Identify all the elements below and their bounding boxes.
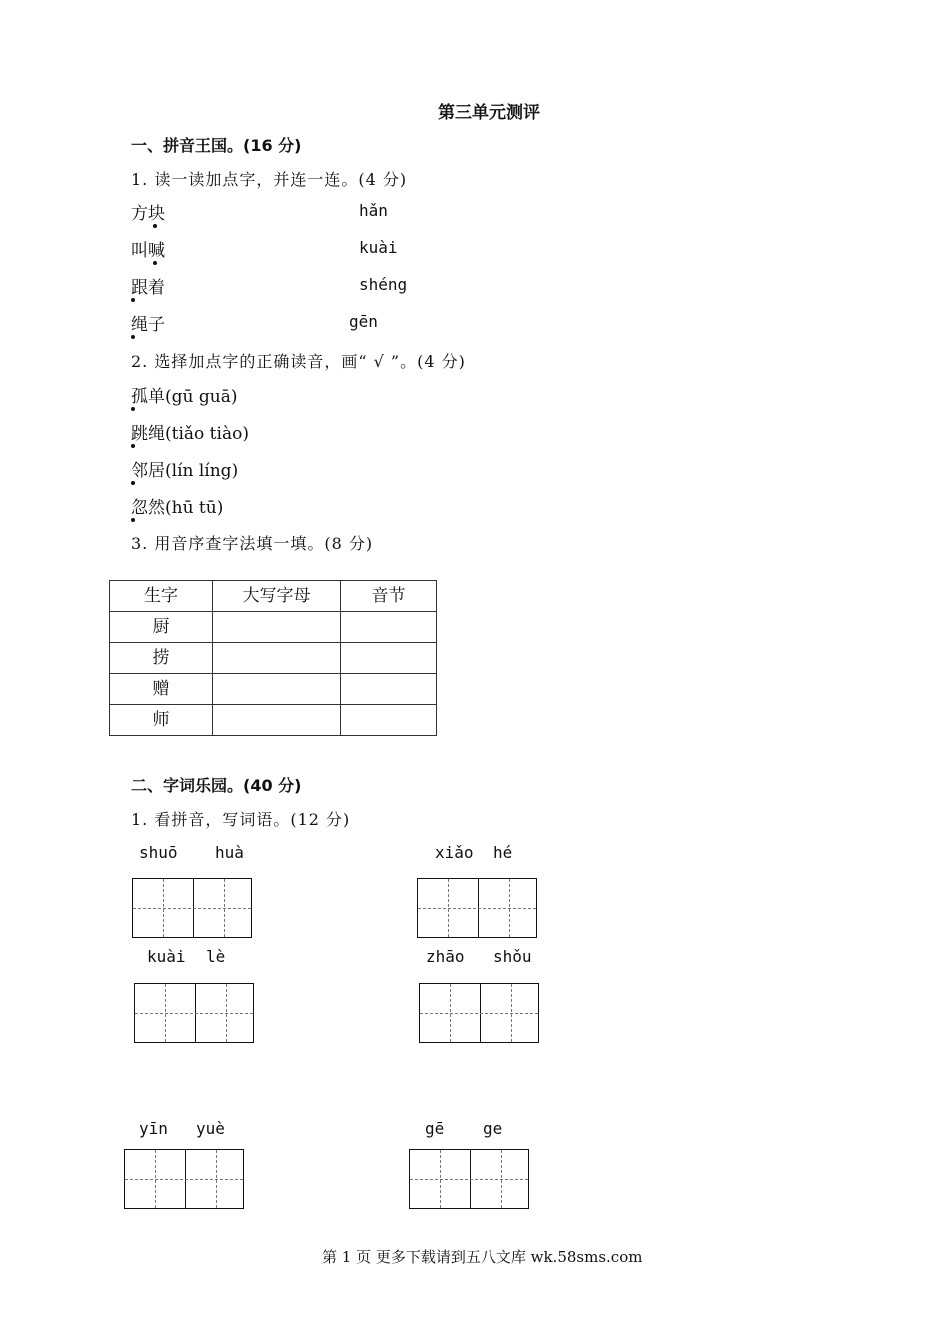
word-pinyin: gē xyxy=(425,1119,445,1138)
emphasis-dot xyxy=(131,335,135,339)
word-pinyin: huà xyxy=(215,843,244,862)
match-word: 跟着 xyxy=(131,278,165,298)
choice-item: 孤单(gū guā) xyxy=(131,387,238,407)
table-header-cell: 生字 xyxy=(110,581,213,612)
table-cell-blank[interactable] xyxy=(341,612,437,643)
emphasis-dot xyxy=(131,444,135,448)
emphasis-dot xyxy=(153,224,157,228)
q3-prompt: 3. 用音序查字法填一填。(8 分) xyxy=(131,534,374,553)
table-cell-blank[interactable] xyxy=(213,612,341,643)
table-cell-blank[interactable] xyxy=(213,674,341,705)
match-word: 方块 xyxy=(131,204,165,224)
choice-item: 邻居(lín líng) xyxy=(131,461,239,481)
table-row xyxy=(110,643,437,674)
table-cell-blank[interactable] xyxy=(213,705,341,736)
table-row xyxy=(110,705,437,736)
word-pinyin: zhāo xyxy=(426,947,465,966)
table-cell-blank[interactable] xyxy=(341,705,437,736)
writing-grid[interactable] xyxy=(417,878,537,938)
section1-heading: 一、拼音王国。(16 分) xyxy=(131,136,302,155)
word-pinyin: lè xyxy=(206,947,226,966)
word-pinyin: shuō xyxy=(139,843,178,862)
table-cell-blank[interactable] xyxy=(213,643,341,674)
word-pinyin: yuè xyxy=(196,1119,225,1138)
match-pinyin: hǎn xyxy=(359,201,388,220)
page-footer: 第 1 页 更多下载请到五八文库 wk.58sms.com xyxy=(322,1248,643,1266)
word-pinyin: yīn xyxy=(139,1119,168,1138)
table-header-cell: 音节 xyxy=(341,581,437,612)
section2-heading: 二、字词乐园。(40 分) xyxy=(131,776,302,795)
emphasis-dot xyxy=(131,481,135,485)
writing-grid[interactable] xyxy=(124,1149,244,1209)
word-pinyin: xiǎo xyxy=(435,843,474,862)
match-pinyin: kuài xyxy=(359,238,398,257)
table-cell-char: 厨 xyxy=(110,612,213,643)
table-cell-char: 捞 xyxy=(110,643,213,674)
table-header-cell: 大写字母 xyxy=(213,581,341,612)
writing-grid[interactable] xyxy=(132,878,252,938)
s2-q1-prompt: 1. 看拼音，写词语。(12 分) xyxy=(131,810,351,829)
q2-prompt: 2. 选择加点字的正确读音，画“ √ ”。(4 分) xyxy=(131,352,466,371)
table-cell-blank[interactable] xyxy=(341,643,437,674)
table-cell-blank[interactable] xyxy=(341,674,437,705)
table-row xyxy=(110,674,437,705)
table-row xyxy=(110,612,437,643)
word-pinyin: shǒu xyxy=(493,947,532,966)
match-pinyin: gēn xyxy=(349,312,378,331)
table-cell-char: 师 xyxy=(110,705,213,736)
writing-grid[interactable] xyxy=(134,983,254,1043)
choice-item: 忽然(hū tū) xyxy=(131,498,224,518)
emphasis-dot xyxy=(131,407,135,411)
q1-prompt: 1. 读一读加点字，并连一连。(4 分) xyxy=(131,170,408,189)
lookup-table xyxy=(109,580,437,736)
emphasis-dot xyxy=(131,518,135,522)
table-header-row xyxy=(110,581,437,612)
choice-item: 跳绳(tiǎo tiào) xyxy=(131,424,249,444)
word-pinyin: ge xyxy=(483,1119,503,1138)
emphasis-dot xyxy=(131,298,135,302)
page-title: 第三单元测评 xyxy=(438,103,540,123)
word-pinyin: hé xyxy=(493,843,513,862)
writing-grid[interactable] xyxy=(409,1149,529,1209)
table-cell-char: 赠 xyxy=(110,674,213,705)
writing-grid[interactable] xyxy=(419,983,539,1043)
match-pinyin: shéng xyxy=(359,275,408,294)
match-word: 叫喊 xyxy=(131,241,165,261)
word-pinyin: kuài xyxy=(147,947,186,966)
match-word: 绳子 xyxy=(131,315,165,335)
emphasis-dot xyxy=(153,261,157,265)
